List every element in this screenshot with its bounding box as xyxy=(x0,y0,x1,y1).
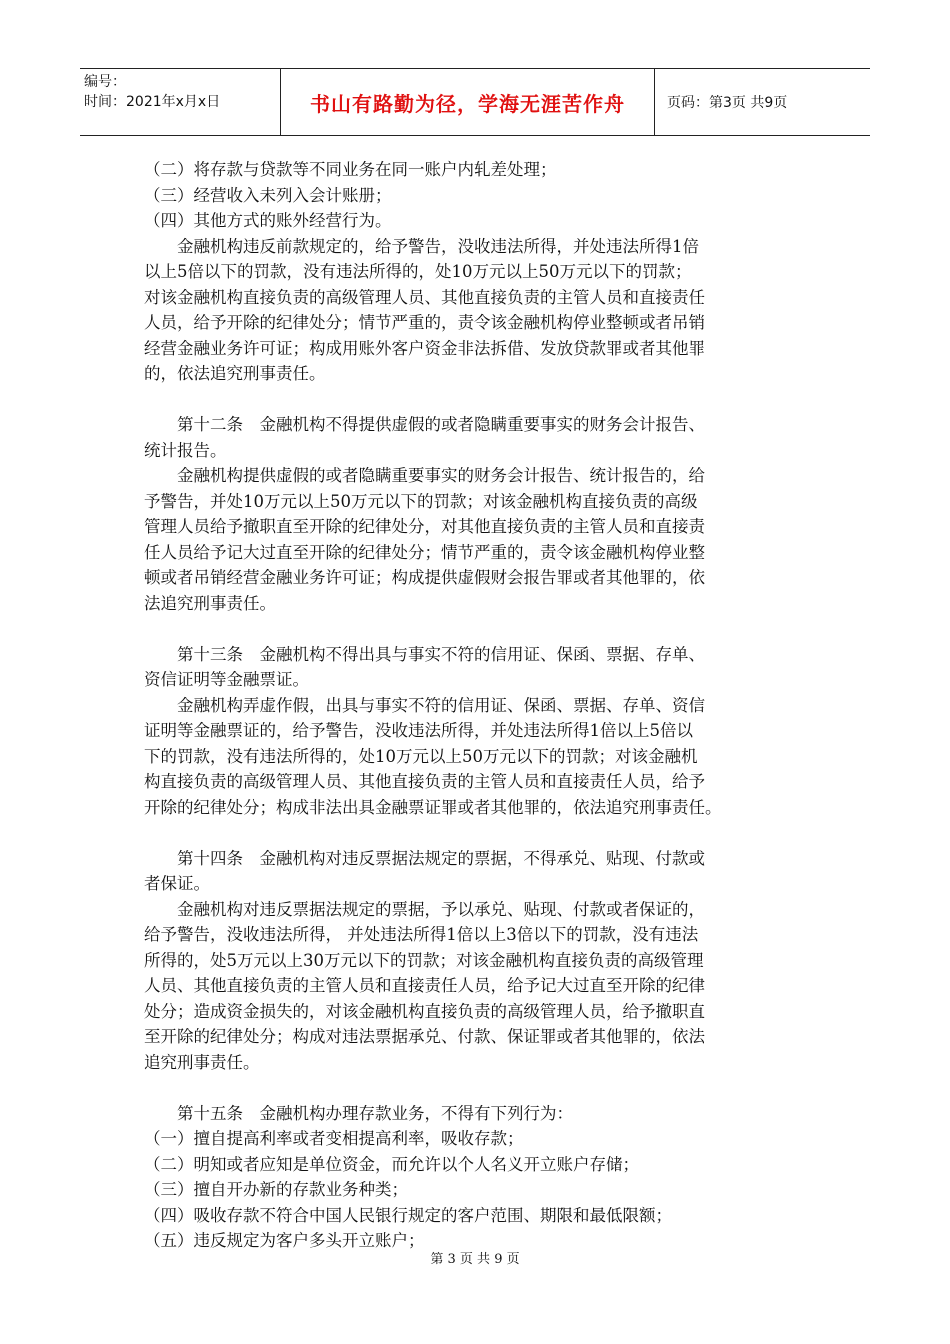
body-line: 第十四条 金融机构对违反票据法规定的票据，不得承兑、贴现、付款或 xyxy=(144,848,705,868)
body-line: 管理人员给予撤职直至开除的纪律处分，对其他直接负责的主管人员和直接责 xyxy=(144,517,705,536)
body-line: 予警告，并处10万元以上50万元以下的罚款；对该金融机构直接负责的高级 xyxy=(144,491,698,511)
page-header xyxy=(80,68,870,136)
body-line: （四）吸收存款不符合中国人民银行规定的客户范围、期限和最低限额； xyxy=(144,1205,672,1225)
body-line: （四）其他方式的账外经营行为。 xyxy=(144,211,392,230)
body-line: 所得的，处5万元以上30万元以下的罚款；对该金融机构直接负责的高级管理 xyxy=(144,950,704,970)
paragraph-gap xyxy=(144,616,814,642)
body-line: 人员，给予开除的纪律处分；情节严重的，责令该金融机构停业整顿或者吊销 xyxy=(144,313,705,332)
body-line: 至开除的纪律处分；构成对违法票据承兑、付款、保证罪或者其他罪的，依法 xyxy=(144,1027,705,1046)
body-line: 第十二条 金融机构不得提供虚假的或者隐瞒重要事实的财务会计报告、 xyxy=(144,415,705,434)
body-line: 者保证。 xyxy=(144,874,210,893)
header-page-code: 页码：第3页 共9页 xyxy=(667,95,788,111)
body-line: （二）明知或者应知是单位资金，而允许以个人名义开立账户存储； xyxy=(144,1154,639,1174)
body-line: 任人员给予记大过直至开除的纪律处分；情节严重的，责令该金融机构停业整 xyxy=(144,542,705,562)
paragraph-gap xyxy=(144,1075,814,1101)
body-line: （二）将存款与贷款等不同业务在同一账户内轧差处理； xyxy=(144,160,557,179)
body-line: 顿或者吊销经营金融业务许可证；构成提供虚假财会报告罪或者其他罪的，依 xyxy=(144,568,705,587)
body-line: 人员、其他直接负责的主管人员和直接责任人员，给予记大过直至开除的纪律 xyxy=(144,976,705,995)
body-line: 以上5倍以下的罚款，没有违法所得的，处10万元以上50万元以下的罚款； xyxy=(144,262,692,281)
document-body xyxy=(144,157,814,1254)
body-line: 证明等金融票证的，给予警告，没收违法所得，并处违法所得1倍以上5倍以 xyxy=(144,721,693,740)
body-line: 法追究刑事责任。 xyxy=(144,593,276,613)
body-line: 给予警告，没收违法所得， 并处违法所得1倍以上3倍以下的罚款，没有违法 xyxy=(144,925,699,944)
body-line: 统计报告。 xyxy=(144,440,227,460)
header-motto: 书山有路勤为径，学海无涯苦作舟 xyxy=(281,69,655,135)
body-line: 金融机构提供虚假的或者隐瞒重要事实的财务会计报告、统计报告的，给 xyxy=(144,466,705,485)
body-line: 第十三条 金融机构不得出具与事实不符的信用证、保函、票据、存单、 xyxy=(144,644,705,664)
body-line: （三）擅自开办新的存款业务种类； xyxy=(144,1180,408,1199)
body-line: 金融机构对违反票据法规定的票据，予以承兑、贴现、付款或者保证的， xyxy=(144,899,705,919)
body-line: 第十五条 金融机构办理存款业务，不得有下列行为： xyxy=(144,1103,573,1123)
body-line: （一）擅自提高利率或者变相提高利率，吸收存款； xyxy=(144,1129,524,1148)
body-line: 经营金融业务许可证；构成用账外客户资金非法拆借、发放贷款罪或者其他罪 xyxy=(144,338,705,358)
body-line: 处分；造成资金损失的，对该金融机构直接负责的高级管理人员，给予撤职直 xyxy=(144,1001,705,1021)
paragraph-gap xyxy=(144,820,814,846)
document-number-label: 编号： xyxy=(84,74,126,90)
page-footer: 第 3 页 共 9 页 xyxy=(430,1252,520,1267)
body-line: 构直接负责的高级管理人员、其他直接负责的主管人员和直接责任人员，给予 xyxy=(144,772,705,791)
body-line: 的，依法追究刑事责任。 xyxy=(144,364,326,383)
body-line: 资信证明等金融票证。 xyxy=(144,670,309,689)
body-line: 金融机构违反前款规定的，给予警告，没收违法所得，并处违法所得1倍 xyxy=(144,236,699,256)
body-line: 开除的纪律处分；构成非法出具金融票证罪或者其他罪的，依法追究刑事责任。 xyxy=(144,797,722,817)
body-line: 对该金融机构直接负责的高级管理人员、其他直接负责的主管人员和直接责任 xyxy=(144,287,705,307)
body-line: （五）违反规定为客户多头开立账户； xyxy=(144,1231,425,1250)
header-info-cell xyxy=(80,69,281,135)
body-line: 追究刑事责任。 xyxy=(144,1052,260,1072)
body-line: 下的罚款，没有违法所得的，处10万元以上50万元以下的罚款；对该金融机 xyxy=(144,746,698,766)
document-time-label: 时间：2021年x月x日 xyxy=(84,94,221,110)
body-line: 金融机构弄虚作假，出具与事实不符的信用证、保函、票据、存单、资信 xyxy=(144,695,705,715)
body-line: （三）经营收入未列入会计账册； xyxy=(144,185,392,205)
paragraph-gap xyxy=(144,387,814,413)
